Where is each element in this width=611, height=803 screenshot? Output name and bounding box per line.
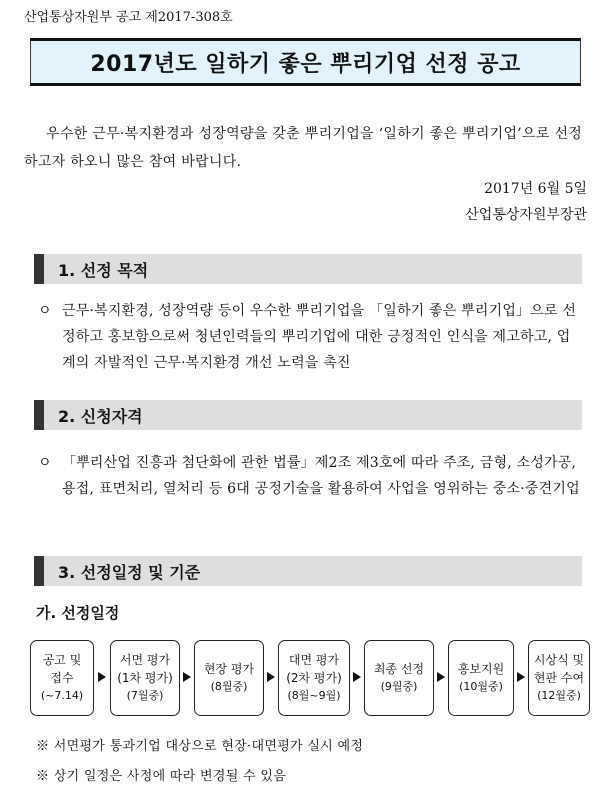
step-date: (7월중) [126,689,164,702]
schedule-flow [30,640,590,718]
step-name: 서면 평가 [119,653,171,667]
section-title: 2. 신청자격 [58,406,143,426]
step-date: (12월중) [537,689,581,702]
section-heading-eligibility [34,400,582,430]
step-interview [278,640,350,716]
section-marker [34,556,44,586]
flow-arrow-icon [98,672,106,682]
section-marker [34,400,44,430]
flow-arrow-icon [183,672,191,682]
step-name-2: (1차 평가) [117,671,173,685]
step-name: 공고 및 [42,653,82,667]
bullet-symbol: ㅇ [38,303,52,319]
purpose-text: 근무·복지환경, 성장역량 등이 우수한 뿌리기업을 「일하기 좋은 뿌리기업」으로 선정하고 홍보함으로써 청년인력들의 뿌리기업에 대한 긍정적인 인식을 제고하고, 업계의 자발적인 근무·복지환경 개선 노력을 촉진 [62,303,577,371]
issue-info [465,176,587,228]
step-name-2: 접수 [50,671,74,685]
step-name-2: (2차 평가) [286,671,342,685]
flow-arrow-icon [267,672,275,682]
step-name: 현장 평가 [203,662,255,676]
intro-paragraph [24,120,586,176]
section-marker [34,254,44,284]
eligibility-text: 「뿌리산업 진흥과 첨단화에 관한 법률」제2조 제3호에 따라 주조, 금형, 소성가공, 용접, 표면처리, 열처리 등 6대 공정기술을 활용하여 사업을 영위하는 중소·중견기업 [62,455,580,497]
flow-arrow-icon [437,672,445,682]
intro-text: 우수한 근무·복지환경과 성장역량을 갖춘 뿌리기업을 ‘일하기 좋은 뿌리기업’으로 선정하고자 하오니 많은 참여 바랍니다. [24,126,583,170]
eligibility-bullet [38,450,582,502]
step-name: 시상식 및 [533,653,585,667]
flow-arrow-icon [353,672,361,682]
notice-number: 산업통상자원부 공고 제2017-308호 [24,10,233,25]
issue-date: 2017년 6월 5일 [484,181,587,197]
step-site-review [194,640,264,716]
step-ceremony [528,640,590,716]
step-name: 홍보지원 [457,662,505,676]
section-heading-purpose [34,254,582,284]
step-name-2: 현판 수여 [533,671,585,685]
purpose-bullet [38,298,582,376]
step-announce [30,640,94,716]
flow-arrow-icon [517,672,525,682]
bullet-symbol: ㅇ [38,455,52,471]
step-date: (9월중) [380,680,418,693]
step-date: (8월~9월) [287,689,341,702]
schedule-note: ※ 서면평가 통과기업 대상으로 현장·대면평가 실시 예정 [36,739,364,754]
schedule-note: ※ 상기 일정은 사정에 따라 변경될 수 있음 [36,769,287,784]
schedule-subheading: 가. 선정일정 [36,604,120,622]
section-title: 1. 선정 목적 [58,260,149,280]
step-name: 대면 평가 [288,653,340,667]
issuer: 산업통상자원부장관 [465,207,587,223]
step-date: (8월중) [210,680,248,693]
section-title: 3. 선정일정 및 기준 [58,562,201,582]
section-heading-schedule [34,556,582,586]
step-date: (10월중) [459,680,503,693]
page-title: 2017년도 일하기 좋은 뿌리기업 선정 공고 [30,38,581,86]
step-final-selection [364,640,434,716]
step-promotion [448,640,514,716]
step-document-review [110,640,180,716]
step-name: 최종 선정 [373,662,425,676]
step-date: (~7.14) [40,689,84,702]
